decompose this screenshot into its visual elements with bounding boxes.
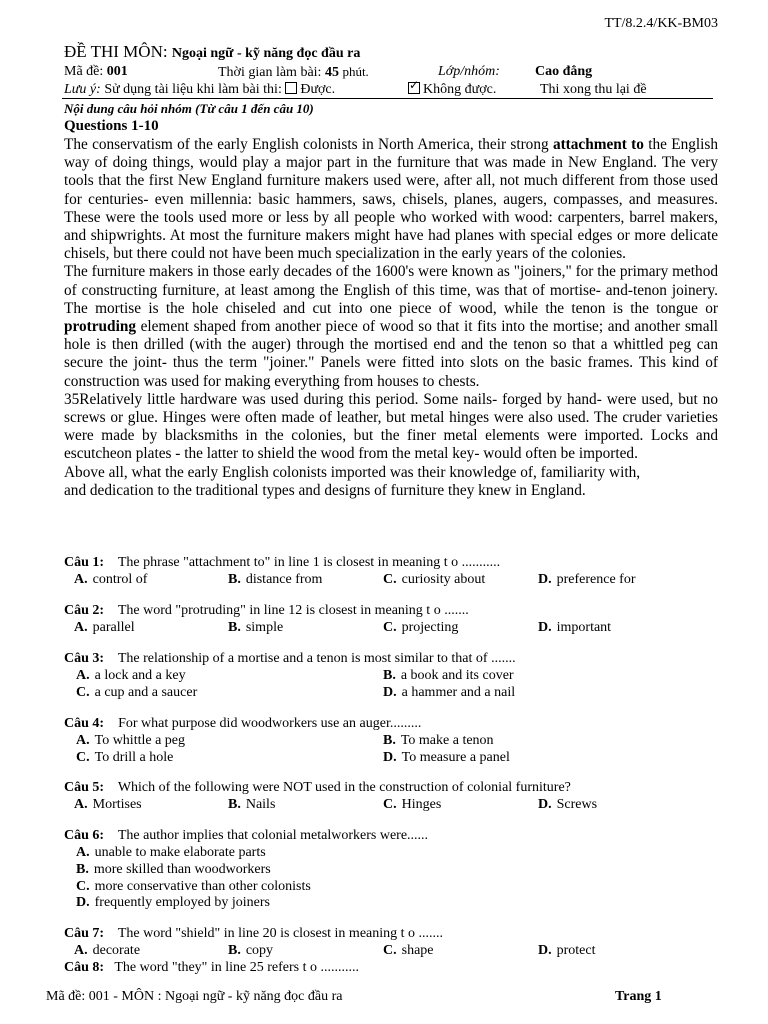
header-divider bbox=[62, 98, 713, 99]
page-number: Trang 1 bbox=[615, 989, 662, 1004]
q7-option-a[interactable]: A. decorate bbox=[74, 943, 141, 958]
q7-option-b[interactable]: B. copy bbox=[228, 943, 274, 958]
q2-option-b[interactable]: B. simple bbox=[228, 620, 284, 635]
not-allowed-label: Không được. bbox=[423, 82, 497, 97]
q1-option-c[interactable]: C. curiosity about bbox=[383, 572, 486, 587]
not-allowed-option bbox=[408, 82, 496, 98]
q6-option-a[interactable]: A. unable to make elaborate parts bbox=[76, 845, 266, 860]
question-8: Câu 8: The word "they" in line 25 refers t o ........... bbox=[64, 960, 360, 975]
exam-code-label: Mã đề: bbox=[64, 64, 104, 79]
q1-option-d[interactable]: D. preference for bbox=[538, 572, 636, 587]
question-2: Câu 2: The word "protruding" in line 12 is closest in meaning t o ....... bbox=[64, 603, 469, 618]
q2-option-c[interactable]: C. projecting bbox=[383, 620, 459, 635]
allowed-label: Được. bbox=[300, 82, 336, 97]
q3-option-d[interactable]: D. a hammer and a nail bbox=[383, 685, 516, 700]
footer-exam-info: Mã đề: 001 - MÔN : Ngoại ngữ - kỹ năng đọc đầu ra bbox=[46, 989, 343, 1004]
exam-code bbox=[64, 64, 128, 80]
q5-option-b[interactable]: B. Nails bbox=[228, 797, 276, 812]
exam-time-value: 45 bbox=[324, 65, 339, 80]
exam-time-label: Thời gian làm bài: bbox=[218, 65, 322, 80]
passage-paragraph-2: The furniture makers in those early decades of the 1600's were known as "joiners," for the primary method of constructing furniture, at least among the English of this time, was that of mortise- and-tenon joinery. The mortise is the hole chiseled and cut into one piece of wood, while the tenon is the tongue or protruding element shaped from another piece of wood so that it fits into the mortise; and another small hole is then drilled (with the auger) through the mortised end and the tenon so that a whittled peg can secure the joint- thus the term "joiner." Panels were fitted into slots on the basic frames. This kind of construction was used for making everything from houses to chests. bbox=[64, 263, 718, 390]
q6-option-d[interactable]: D. frequently employed by joiners bbox=[76, 895, 270, 910]
passage-paragraph-4: Above all, what the early English colonists imported was their knowledge of, familiarity with, and dedication to the traditional types and designs of furniture they knew in England. bbox=[64, 463, 641, 499]
question-7: Câu 7: The word "shield" in line 20 is closest in meaning t o ....... bbox=[64, 926, 444, 941]
q1-option-b[interactable]: B. distance from bbox=[228, 572, 323, 587]
q6-option-c[interactable]: C. more conservative than other colonists bbox=[76, 879, 311, 894]
q5-option-a[interactable]: A. Mortises bbox=[74, 797, 142, 812]
class-value: Cao đẳng bbox=[535, 64, 593, 79]
q7-option-c[interactable]: C. shape bbox=[383, 943, 434, 958]
group-title: Nội dung câu hỏi nhóm (Từ câu 1 đến câu 10) bbox=[64, 101, 314, 116]
collect-note: Thi xong thu lại đề bbox=[540, 82, 647, 97]
class-label: Lớp/nhóm: bbox=[438, 64, 500, 79]
exam-subject: Ngoại ngữ - kỹ năng đọc đầu ra bbox=[171, 46, 361, 61]
q2-option-d[interactable]: D. important bbox=[538, 620, 612, 635]
q7-option-d[interactable]: D. protect bbox=[538, 943, 596, 958]
usage-note-text: Sử dụng tài liệu khi làm bài thi: bbox=[104, 82, 282, 97]
questions-heading: Questions 1-10 bbox=[64, 118, 159, 134]
usage-note-label: Lưu ý: bbox=[64, 82, 101, 97]
title-prefix: ĐỀ THI MÔN: bbox=[64, 42, 168, 61]
not-allowed-checkbox[interactable] bbox=[408, 82, 420, 94]
passage-paragraph-3: 35Relatively little hardware was used during this period. Some nails- forged by hand- were used, but no screws or glue. Hinges were often made of leather, but metal hinges were also used. The cruder varieties were made by blacksmiths in the colonies, but the finer metal elements were imported. Locks and escutcheon plates - the latter to shield the wood from the metal key- would often be imported. bbox=[64, 390, 718, 463]
q2-option-a[interactable]: A. parallel bbox=[74, 620, 135, 635]
exam-code-value: 001 bbox=[106, 64, 128, 79]
q4-option-c[interactable]: C. To drill a hole bbox=[76, 750, 174, 765]
reading-passage bbox=[64, 136, 718, 500]
exam-time bbox=[218, 64, 369, 81]
q4-option-d[interactable]: D. To measure a panel bbox=[383, 750, 510, 765]
q1-option-a[interactable]: A. control of bbox=[74, 572, 148, 587]
q5-option-d[interactable]: D. Screws bbox=[538, 797, 598, 812]
q3-option-c[interactable]: C. a cup and a saucer bbox=[76, 685, 198, 700]
passage-paragraph-1: The conservatism of the early English colonists in North America, their strong attachment to the English way of doing things, would play a major part in the furniture that was made in New England. The very tools that the first New England furniture makers used were, after all, not much different from those used for centuries- even millennia: basic hammers, saws, chisels, planes, augers, compasses, and measures. These were the tools used more or less by all people who worked with wood: carpenters, barrel makers, and shipwrights. At most the furniture makers might have had planes with special edges or more delicate chisels, but there could not have been much specialization in the early years of the colonies. bbox=[64, 136, 718, 263]
exam-title bbox=[64, 42, 360, 62]
question-1: Câu 1: The phrase "attachment to" in line 1 is closest in meaning t o ........... bbox=[64, 555, 501, 570]
q4-option-b[interactable]: B. To make a tenon bbox=[383, 733, 494, 748]
question-5: Câu 5: Which of the following were NOT used in the construction of colonial furniture? bbox=[64, 780, 571, 795]
form-code: TT/8.2.4/KK-BM03 bbox=[604, 16, 718, 31]
q3-option-b[interactable]: B. a book and its cover bbox=[383, 668, 514, 683]
allowed-checkbox[interactable] bbox=[285, 82, 297, 94]
question-4: Câu 4: For what purpose did woodworkers use an auger......... bbox=[64, 716, 422, 731]
question-6: Câu 6: The author implies that colonial metalworkers were...... bbox=[64, 828, 429, 843]
q5-option-c[interactable]: C. Hinges bbox=[383, 797, 442, 812]
q4-option-a[interactable]: A. To whittle a peg bbox=[76, 733, 186, 748]
exam-time-unit: phút. bbox=[342, 64, 369, 79]
question-3: Câu 3: The relationship of a mortise and a tenon is most similar to that of ....... bbox=[64, 651, 516, 666]
usage-note bbox=[64, 82, 335, 98]
q6-option-b[interactable]: B. more skilled than woodworkers bbox=[76, 862, 271, 877]
q3-option-a[interactable]: A. a lock and a key bbox=[76, 668, 186, 683]
